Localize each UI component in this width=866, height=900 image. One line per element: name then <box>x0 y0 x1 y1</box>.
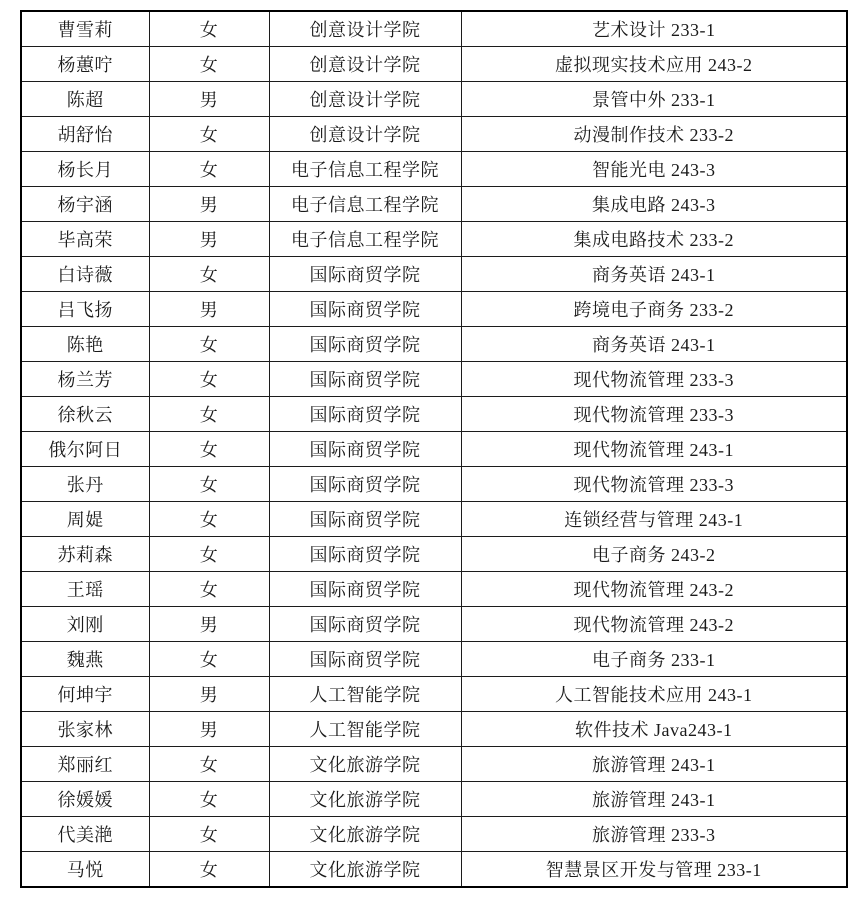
cell-gender: 男 <box>149 712 269 747</box>
cell-student-name: 徐媛媛 <box>21 782 149 817</box>
cell-college: 国际商贸学院 <box>269 292 461 327</box>
cell-college: 人工智能学院 <box>269 677 461 712</box>
cell-major-class: 集成电路技术 233-2 <box>461 222 847 257</box>
cell-student-name: 杨宇涵 <box>21 187 149 222</box>
cell-major-class: 现代物流管理 243-2 <box>461 572 847 607</box>
cell-student-name: 马悦 <box>21 852 149 888</box>
cell-college: 国际商贸学院 <box>269 607 461 642</box>
cell-college: 创意设计学院 <box>269 117 461 152</box>
cell-student-name: 陈超 <box>21 82 149 117</box>
table-row <box>21 222 847 257</box>
cell-major-class: 现代物流管理 233-3 <box>461 467 847 502</box>
cell-student-name: 白诗薇 <box>21 257 149 292</box>
table-row <box>21 327 847 362</box>
cell-college: 国际商贸学院 <box>269 327 461 362</box>
cell-gender: 女 <box>149 502 269 537</box>
table-row <box>21 11 847 47</box>
cell-major-class: 旅游管理 243-1 <box>461 782 847 817</box>
table-row <box>21 642 847 677</box>
cell-college: 人工智能学院 <box>269 712 461 747</box>
cell-gender: 女 <box>149 432 269 467</box>
table-row <box>21 747 847 782</box>
cell-college: 创意设计学院 <box>269 11 461 47</box>
cell-major-class: 现代物流管理 233-3 <box>461 397 847 432</box>
cell-gender: 女 <box>149 152 269 187</box>
cell-student-name: 徐秋云 <box>21 397 149 432</box>
cell-student-name: 周媞 <box>21 502 149 537</box>
cell-gender: 女 <box>149 257 269 292</box>
student-table-body <box>21 11 847 887</box>
cell-major-class: 人工智能技术应用 243-1 <box>461 677 847 712</box>
cell-student-name: 俄尔阿日 <box>21 432 149 467</box>
cell-gender: 男 <box>149 677 269 712</box>
cell-student-name: 刘刚 <box>21 607 149 642</box>
cell-student-name: 陈艳 <box>21 327 149 362</box>
cell-student-name: 胡舒怡 <box>21 117 149 152</box>
table-row <box>21 712 847 747</box>
cell-college: 国际商贸学院 <box>269 362 461 397</box>
table-row <box>21 817 847 852</box>
table-row <box>21 152 847 187</box>
cell-college: 国际商贸学院 <box>269 537 461 572</box>
table-row <box>21 467 847 502</box>
cell-gender: 女 <box>149 11 269 47</box>
cell-college: 国际商贸学院 <box>269 502 461 537</box>
cell-major-class: 软件技术 Java243-1 <box>461 712 847 747</box>
cell-major-class: 现代物流管理 243-1 <box>461 432 847 467</box>
cell-student-name: 杨蕙咛 <box>21 47 149 82</box>
cell-major-class: 虚拟现实技术应用 243-2 <box>461 47 847 82</box>
cell-college: 电子信息工程学院 <box>269 187 461 222</box>
cell-gender: 女 <box>149 852 269 888</box>
cell-student-name: 吕飞扬 <box>21 292 149 327</box>
cell-major-class: 电子商务 243-2 <box>461 537 847 572</box>
cell-student-name: 杨兰芳 <box>21 362 149 397</box>
cell-student-name: 毕高荣 <box>21 222 149 257</box>
cell-gender: 女 <box>149 362 269 397</box>
cell-gender: 女 <box>149 327 269 362</box>
cell-major-class: 商务英语 243-1 <box>461 327 847 362</box>
cell-major-class: 现代物流管理 233-3 <box>461 362 847 397</box>
cell-gender: 女 <box>149 467 269 502</box>
cell-college: 文化旅游学院 <box>269 817 461 852</box>
cell-student-name: 郑丽红 <box>21 747 149 782</box>
table-row <box>21 397 847 432</box>
table-row <box>21 537 847 572</box>
cell-major-class: 商务英语 243-1 <box>461 257 847 292</box>
cell-college: 电子信息工程学院 <box>269 222 461 257</box>
cell-gender: 男 <box>149 292 269 327</box>
cell-gender: 女 <box>149 747 269 782</box>
cell-gender: 女 <box>149 572 269 607</box>
cell-major-class: 电子商务 233-1 <box>461 642 847 677</box>
cell-gender: 女 <box>149 397 269 432</box>
table-row <box>21 117 847 152</box>
cell-student-name: 代美滟 <box>21 817 149 852</box>
cell-gender: 男 <box>149 82 269 117</box>
cell-college: 文化旅游学院 <box>269 747 461 782</box>
cell-gender: 女 <box>149 47 269 82</box>
table-row <box>21 292 847 327</box>
table-row <box>21 432 847 467</box>
cell-college: 创意设计学院 <box>269 82 461 117</box>
cell-major-class: 连锁经营与管理 243-1 <box>461 502 847 537</box>
cell-gender: 女 <box>149 117 269 152</box>
cell-major-class: 旅游管理 233-3 <box>461 817 847 852</box>
cell-major-class: 集成电路 243-3 <box>461 187 847 222</box>
cell-gender: 男 <box>149 222 269 257</box>
cell-college: 国际商贸学院 <box>269 397 461 432</box>
cell-student-name: 曹雪莉 <box>21 11 149 47</box>
cell-student-name: 杨长月 <box>21 152 149 187</box>
table-row <box>21 47 847 82</box>
cell-gender: 女 <box>149 642 269 677</box>
table-row <box>21 852 847 888</box>
table-row <box>21 502 847 537</box>
cell-college: 创意设计学院 <box>269 47 461 82</box>
cell-student-name: 苏莉森 <box>21 537 149 572</box>
table-row <box>21 82 847 117</box>
cell-college: 国际商贸学院 <box>269 467 461 502</box>
cell-gender: 女 <box>149 537 269 572</box>
table-row <box>21 362 847 397</box>
cell-major-class: 景管中外 233-1 <box>461 82 847 117</box>
cell-gender: 男 <box>149 607 269 642</box>
cell-student-name: 魏燕 <box>21 642 149 677</box>
table-row <box>21 782 847 817</box>
table-row <box>21 572 847 607</box>
student-table <box>20 10 848 888</box>
cell-college: 国际商贸学院 <box>269 257 461 292</box>
cell-major-class: 智能光电 243-3 <box>461 152 847 187</box>
cell-gender: 女 <box>149 782 269 817</box>
cell-gender: 女 <box>149 817 269 852</box>
cell-major-class: 动漫制作技术 233-2 <box>461 117 847 152</box>
cell-major-class: 智慧景区开发与管理 233-1 <box>461 852 847 888</box>
cell-major-class: 现代物流管理 243-2 <box>461 607 847 642</box>
cell-major-class: 旅游管理 243-1 <box>461 747 847 782</box>
cell-major-class: 艺术设计 233-1 <box>461 11 847 47</box>
cell-student-name: 张丹 <box>21 467 149 502</box>
cell-college: 国际商贸学院 <box>269 432 461 467</box>
table-row <box>21 187 847 222</box>
cell-student-name: 何坤宇 <box>21 677 149 712</box>
table-row <box>21 257 847 292</box>
cell-college: 国际商贸学院 <box>269 642 461 677</box>
cell-student-name: 张家林 <box>21 712 149 747</box>
cell-student-name: 王瑶 <box>21 572 149 607</box>
cell-gender: 男 <box>149 187 269 222</box>
cell-major-class: 跨境电子商务 233-2 <box>461 292 847 327</box>
cell-college: 文化旅游学院 <box>269 782 461 817</box>
cell-college: 电子信息工程学院 <box>269 152 461 187</box>
cell-college: 国际商贸学院 <box>269 572 461 607</box>
table-row <box>21 677 847 712</box>
table-row <box>21 607 847 642</box>
cell-college: 文化旅游学院 <box>269 852 461 888</box>
